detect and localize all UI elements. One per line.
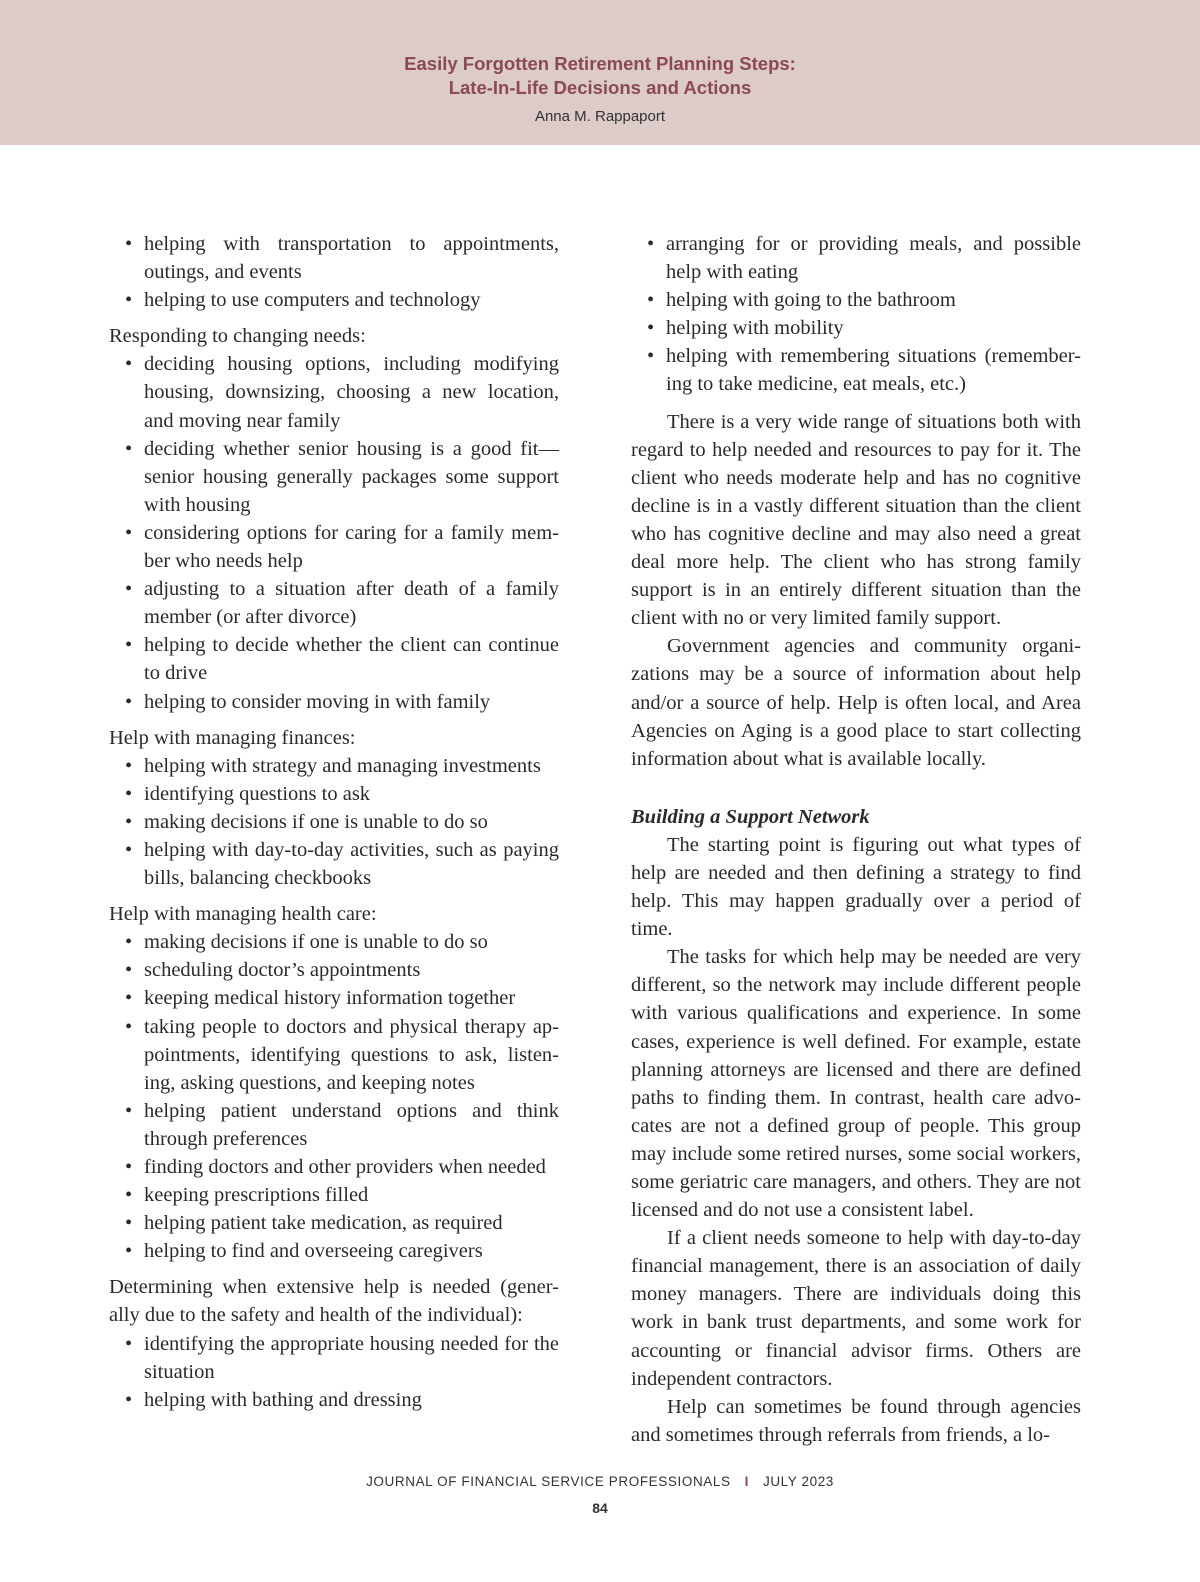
extensive-help-list-continued	[631, 230, 1081, 399]
list-item: • considering options for caring for a family mem-ber who needs help	[109, 519, 559, 575]
section-label-health-care: Help with managing health care:	[109, 903, 377, 926]
extensive-help-list	[109, 1330, 559, 1414]
list-item: • making decisions if one is unable to do so	[109, 928, 559, 956]
body-paragraph: The tasks for which help may be needed are very different, so the network may include different people with various qualifications and experience. In some cases, experience is well defined. For example, estate planning attorneys are licensed and there are defined paths to finding them. In contrast, health care advo-cates are not a defined group of people. This group may include some retired nurses, some social workers, some geriatric care managers, and others. They are not licensed and do not use a consistent label.	[631, 946, 1081, 1222]
list-item: • helping with strategy and managing investments	[109, 752, 559, 780]
list-item: • helping to consider moving in with family	[109, 688, 559, 716]
list-item: • finding doctors and other providers when needed	[109, 1153, 559, 1181]
list-item: • helping to decide whether the client can continue to drive	[109, 631, 559, 687]
list-item: • helping to find and overseeing caregivers	[109, 1237, 559, 1265]
list-item: • deciding housing options, including modifying housing, downsizing, choosing a new location, and moving near family	[109, 350, 559, 434]
body-paragraph: Government agencies and community organi-zations may be a source of information about help and/or a source of help. Help is often local, and Area Agencies on Aging is a good place to start collecting information about what is available locally.	[631, 635, 1081, 770]
list-item: • helping patient understand options and think through preferences	[109, 1097, 559, 1153]
list-item: • helping with transportation to appointments, outings, and events	[109, 230, 559, 286]
page-footer	[0, 1474, 1200, 1489]
list-item: • helping with bathing and dressing	[109, 1386, 559, 1414]
list-item: • taking people to doctors and physical therapy ap-pointments, identifying questions to ask, listen-ing, asking questions, and keeping notes	[109, 1013, 559, 1097]
article-title-line-1: Easily Forgotten Retirement Planning Steps:	[404, 53, 796, 74]
left-column	[109, 230, 559, 1414]
body-paragraph: Help can sometimes be found through agencies and sometimes through referrals from friends, a lo-	[631, 1395, 1081, 1446]
article-author: Anna M. Rappaport	[534, 108, 666, 125]
section-label-extensive-help: Determining when extensive help is needed (gener-ally due to the safety and health of the individual):	[109, 1276, 559, 1327]
list-item: • identifying the appropriate housing needed for the situation	[109, 1330, 559, 1386]
right-column	[631, 230, 1081, 1449]
body-paragraph: There is a very wide range of situations both with regard to help needed and resources to pay for it. The client who needs moderate help and has no cognitive decline is in a vastly different situation than the client who has cognitive decline and may also need a great deal more help. The client who has strong family support is in an entirely different situation than the client with no or very limited family support.	[631, 410, 1081, 630]
section-label-changing-needs: Responding to changing needs:	[109, 325, 366, 348]
health-care-list	[109, 928, 559, 1265]
section-label-finances: Help with managing finances:	[109, 726, 356, 749]
changing-needs-list	[109, 350, 559, 715]
body-paragraph: The starting point is figuring out what types of help are needed and then defining a strategy to find help. This may happen gradually over a period of time.	[631, 833, 1081, 941]
intro-list	[109, 230, 559, 314]
finances-list	[109, 752, 559, 892]
issue-date: JULY 2023	[762, 1474, 834, 1489]
body-paragraph: If a client needs someone to help with day-to-day financial management, there is an association of daily money managers. There are individuals doing this work in bank trust departments, and some work for accounting or financial advisor firms. Others are independent contractors.	[631, 1227, 1081, 1390]
list-item: • making decisions if one is unable to do so	[109, 808, 559, 836]
list-item: • scheduling doctor’s appointments	[109, 956, 559, 984]
journal-name: JOURNAL OF FINANCIAL SERVICE PROFESSIONALS	[366, 1474, 731, 1489]
footer-separator: I	[744, 1474, 749, 1489]
list-item: • helping to use computers and technology	[109, 286, 559, 314]
list-item: • adjusting to a situation after death of a family member (or after divorce)	[109, 575, 559, 631]
list-item: • helping with day-to-day activities, such as paying bills, balancing checkbooks	[109, 836, 559, 892]
list-item: • helping with going to the bathroom	[631, 286, 1081, 314]
list-item: • helping with remembering situations (remember-ing to take medicine, eat meals, etc.)	[631, 342, 1081, 398]
article-title-line-2: Late-In-Life Decisions and Actions	[448, 77, 752, 98]
article-title	[0, 52, 1200, 100]
list-item: • identifying questions to ask	[109, 780, 559, 808]
list-item: • keeping medical history information together	[109, 984, 559, 1012]
article-header-banner	[0, 0, 1200, 145]
list-item: • arranging for or providing meals, and possible help with eating	[631, 230, 1081, 286]
section-heading: Building a Support Network	[631, 805, 870, 828]
list-item: • keeping prescriptions filled	[109, 1181, 559, 1209]
list-item: • helping patient take medication, as required	[109, 1209, 559, 1237]
page-number: 84	[592, 1500, 608, 1516]
list-item: • deciding whether senior housing is a good fit—senior housing generally packages some support with housing	[109, 435, 559, 519]
list-item: • helping with mobility	[631, 314, 1081, 342]
